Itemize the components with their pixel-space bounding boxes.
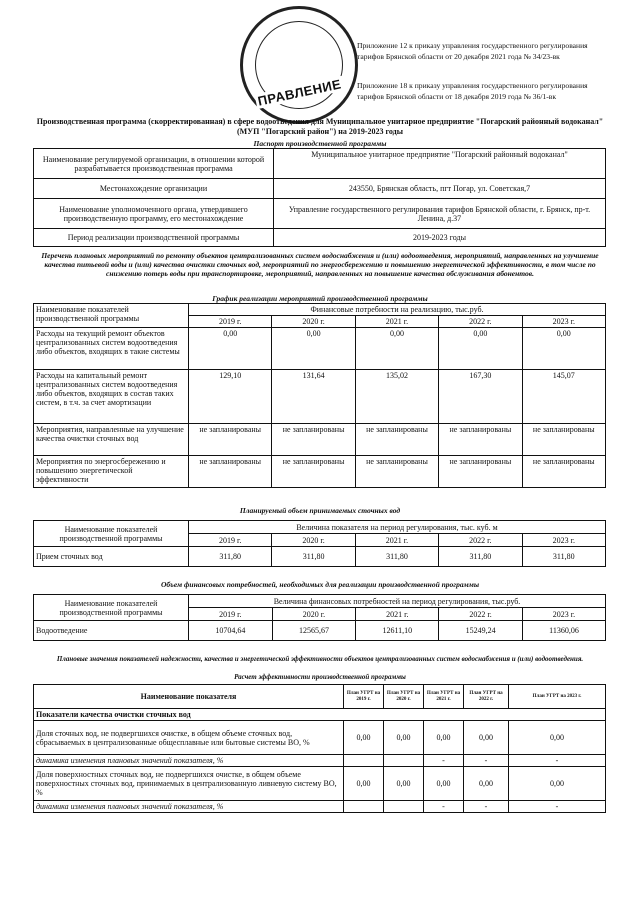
- annex-note-2: Приложение 18 к приказу управления государственного регулирования тарифов Брянской области от 18 декабря 2019 года № 36/1-вк: [357, 81, 588, 101]
- schedule-cell: не запланированы: [355, 424, 438, 456]
- reliability-cell: 0,00: [424, 767, 464, 801]
- schedule-year: 2021 г.: [355, 316, 438, 328]
- passport-table: [33, 148, 606, 247]
- reliability-cell: -: [424, 755, 464, 767]
- schedule-cell: 135,02: [355, 370, 438, 424]
- schedule-cell: не запланированы: [355, 456, 438, 488]
- finance-year: 2023 г.: [522, 608, 605, 621]
- schedule-table: [33, 303, 606, 488]
- finance-table: [33, 594, 606, 641]
- reliability-cell: [344, 801, 384, 813]
- volume-cell: 311,80: [439, 547, 522, 567]
- schedule-cell: 131,64: [272, 370, 355, 424]
- finance-group-label: Величина финансовых потребностей на период регулирования, тыс.руб.: [189, 595, 606, 608]
- schedule-cell: 129,10: [189, 370, 272, 424]
- schedule-row-label: Мероприятия по энергосбережению и повышению энергетической эффективности: [34, 456, 189, 488]
- finance-cell: 11360,06: [522, 621, 605, 641]
- reliability-heading: Плановые значения показателей надежности, качества и энергетической эффективности объектов централизованных систем водоснабжения и (или) водоотведения.: [56, 655, 584, 663]
- reliability-cell: [344, 755, 384, 767]
- volume-table: [33, 520, 606, 567]
- schedule-year: 2020 г.: [272, 316, 355, 328]
- schedule-finance-label: Финансовые потребности на реализацию, тыс.руб.: [189, 304, 606, 316]
- volume-year: 2021 г.: [355, 534, 438, 547]
- reliability-plan: План УГРТ на 2023 г.: [509, 685, 606, 709]
- reliability-cell: -: [509, 755, 606, 767]
- schedule-cell: не запланированы: [522, 424, 605, 456]
- reliability-cell: 0,00: [344, 767, 384, 801]
- organization-stamp: [240, 6, 358, 124]
- reliability-plan: План УГРТ на 2022 г.: [464, 685, 509, 709]
- schedule-cell: 0,00: [439, 328, 522, 370]
- reliability-row: [34, 767, 606, 801]
- reliability-cell: 0,00: [509, 767, 606, 801]
- reliability-cell: 0,00: [464, 767, 509, 801]
- reliability-header-row: [34, 685, 606, 709]
- schedule-year: 2022 г.: [439, 316, 522, 328]
- passport-label: Наименование регулируемой организации, в отношении которой разрабатывается производственная программа: [34, 149, 274, 179]
- passport-heading: Паспорт производственной программы: [253, 139, 387, 148]
- passport-row: [34, 229, 606, 247]
- finance-col-label: Наименование показателей производственной программы: [34, 595, 189, 621]
- finance-cell: 12611,10: [356, 621, 439, 641]
- schedule-cell: 0,00: [272, 328, 355, 370]
- schedule-cell: не запланированы: [439, 456, 522, 488]
- reliability-plan: План УГРТ на 2021 г.: [424, 685, 464, 709]
- schedule-cell: 167,30: [439, 370, 522, 424]
- schedule-row-label: Расходы на текущий ремонт объектов централизованных систем водоотведения либо объектов, входящих в такие системы: [34, 328, 189, 370]
- schedule-year: 2023 г.: [522, 316, 605, 328]
- reliability-cell: -: [424, 801, 464, 813]
- document-title: Производственная программа (скорректированная) в сфере водоотведения для Муниципальное унитарное предприятие "Погарский районный водоканал" (МУП "Погарский район") на 2019-2023 годы: [36, 117, 604, 136]
- passport-value: Управление государственного регулирования тарифов Брянской области, г. Брянск, пр-т. Ленина, д.37: [274, 199, 606, 229]
- reliability-row-label: динамика изменения плановых значений показателя, %: [34, 755, 344, 767]
- passport-row: [34, 149, 606, 179]
- volume-row-label: Прием сточных вод: [34, 547, 189, 567]
- volume-heading: Планируемый объем принимаемых сточных вод: [239, 506, 401, 515]
- schedule-cell: не запланированы: [189, 424, 272, 456]
- reliability-cell: 0,00: [344, 721, 384, 755]
- reliability-plan: План УГРТ на 2019 г.: [344, 685, 384, 709]
- reliability-row-label: Доля сточных вод, не подвергшихся очистке, в общем объеме сточных вод, сбрасываемых в централизованные общесплавные или бытовые системы ВО, %: [34, 721, 344, 755]
- reliability-cell: [384, 801, 424, 813]
- reliability-row: [34, 801, 606, 813]
- schedule-row: [34, 456, 606, 488]
- finance-year: 2022 г.: [439, 608, 523, 621]
- reliability-col-label: Наименование показателя: [34, 685, 344, 709]
- schedule-row: [34, 328, 606, 370]
- schedule-row: [34, 424, 606, 456]
- passport-value: Муниципальное унитарное предприятие "Погарский районный водоканал": [274, 149, 606, 179]
- schedule-cell: 0,00: [189, 328, 272, 370]
- schedule-row: [34, 370, 606, 424]
- reliability-row-label: Доля поверхностных сточных вод, не подвергшихся очистке, в общем объеме поверхностных сточных вод, принимаемых в централизованную ливневую систему ВО, %: [34, 767, 344, 801]
- schedule-cell: не запланированы: [189, 456, 272, 488]
- stamp-text: ПРАВЛЕНИЕ: [256, 76, 343, 109]
- schedule-heading: График реализации мероприятий производственной программы: [212, 294, 428, 303]
- schedule-col-label: Наименование показателей производственной программы: [34, 304, 189, 328]
- volume-year: 2020 г.: [272, 534, 355, 547]
- passport-value: 243550, Брянская область, пгт Погар, ул. Советская,7: [274, 179, 606, 199]
- finance-year: 2019 г.: [189, 608, 273, 621]
- reliability-cell: -: [464, 755, 509, 767]
- reliability-row: [34, 721, 606, 755]
- volume-cell: 311,80: [522, 547, 605, 567]
- schedule-cell: не запланированы: [439, 424, 522, 456]
- reliability-plan: План УГРТ на 2020 г.: [384, 685, 424, 709]
- reliability-section: Показатели качества очистки сточных вод: [34, 709, 606, 721]
- measures-intro: Перечень плановых мероприятий по ремонту объектов централизованных систем водоснабжения и (или) водоотведения, мероприятий, направленных на улучшение качества питьевой воды и (или) качества очистки сточных вод, мероприятий по энергосбережению и повышению энергетической эффективности, в том числе по снижению потерь воды при транспортировке, мероприятий, направленных на повышение качества обслуживания абонентов.: [41, 251, 599, 278]
- finance-header-row: [34, 595, 606, 608]
- schedule-cell: 145,07: [522, 370, 605, 424]
- passport-value: 2019-2023 годы: [274, 229, 606, 247]
- reliability-cell: 0,00: [509, 721, 606, 755]
- reliability-subheading: Расчет эффективности производственной программы: [234, 673, 406, 681]
- reliability-section-row: [34, 709, 606, 721]
- reliability-cell: [384, 755, 424, 767]
- schedule-header-row: [34, 304, 606, 316]
- reliability-cell: 0,00: [384, 721, 424, 755]
- volume-group-label: Величина показателя на период регулирования, тыс. куб. м: [189, 521, 606, 534]
- reliability-row-label: динамика изменения плановых значений показателя, %: [34, 801, 344, 813]
- finance-row: [34, 621, 606, 641]
- volume-cell: 311,80: [355, 547, 438, 567]
- schedule-year: 2019 г.: [189, 316, 272, 328]
- schedule-row-label: Расходы на капитальный ремонт централизованных систем водоотведения либо объектов, входящих в состав таких систем, в т.ч. за счет амортизации: [34, 370, 189, 424]
- schedule-cell: 0,00: [355, 328, 438, 370]
- passport-label: Местонахождение организации: [34, 179, 274, 199]
- passport-label: Наименование уполномоченного органа, утвердившего производственную программу, его местонахождение: [34, 199, 274, 229]
- volume-year: 2023 г.: [522, 534, 605, 547]
- finance-year: 2020 г.: [272, 608, 356, 621]
- finance-heading: Объем финансовых потребностей, необходимых для реализации производственной программы: [160, 580, 480, 589]
- reliability-cell: 0,00: [384, 767, 424, 801]
- reliability-table: [33, 684, 606, 813]
- schedule-row-label: Мероприятия, направленные на улучшение качества очистки сточных вод: [34, 424, 189, 456]
- reliability-cell: 0,00: [464, 721, 509, 755]
- annex-note-1: Приложение 12 к приказу управления государственного регулирования тарифов Брянской области от 20 декабря 2021 года № 34/23-вк: [357, 41, 588, 61]
- schedule-cell: не запланированы: [272, 424, 355, 456]
- volume-year: 2022 г.: [439, 534, 522, 547]
- passport-row: [34, 199, 606, 229]
- reliability-cell: -: [464, 801, 509, 813]
- passport-label: Период реализации производственной программы: [34, 229, 274, 247]
- volume-year: 2019 г.: [189, 534, 272, 547]
- finance-year: 2021 г.: [356, 608, 439, 621]
- volume-col-label: Наименование показателей производственной программы: [34, 521, 189, 547]
- reliability-cell: 0,00: [424, 721, 464, 755]
- reliability-row: [34, 755, 606, 767]
- finance-cell: 12565,67: [272, 621, 356, 641]
- passport-row: [34, 179, 606, 199]
- volume-header-row: [34, 521, 606, 534]
- finance-row-label: Водоотведение: [34, 621, 189, 641]
- reliability-cell: -: [509, 801, 606, 813]
- schedule-cell: не запланированы: [522, 456, 605, 488]
- finance-cell: 15249,24: [439, 621, 523, 641]
- finance-cell: 10704,64: [189, 621, 273, 641]
- volume-cell: 311,80: [189, 547, 272, 567]
- schedule-cell: 0,00: [522, 328, 605, 370]
- volume-cell: 311,80: [272, 547, 355, 567]
- schedule-cell: не запланированы: [272, 456, 355, 488]
- volume-row: [34, 547, 606, 567]
